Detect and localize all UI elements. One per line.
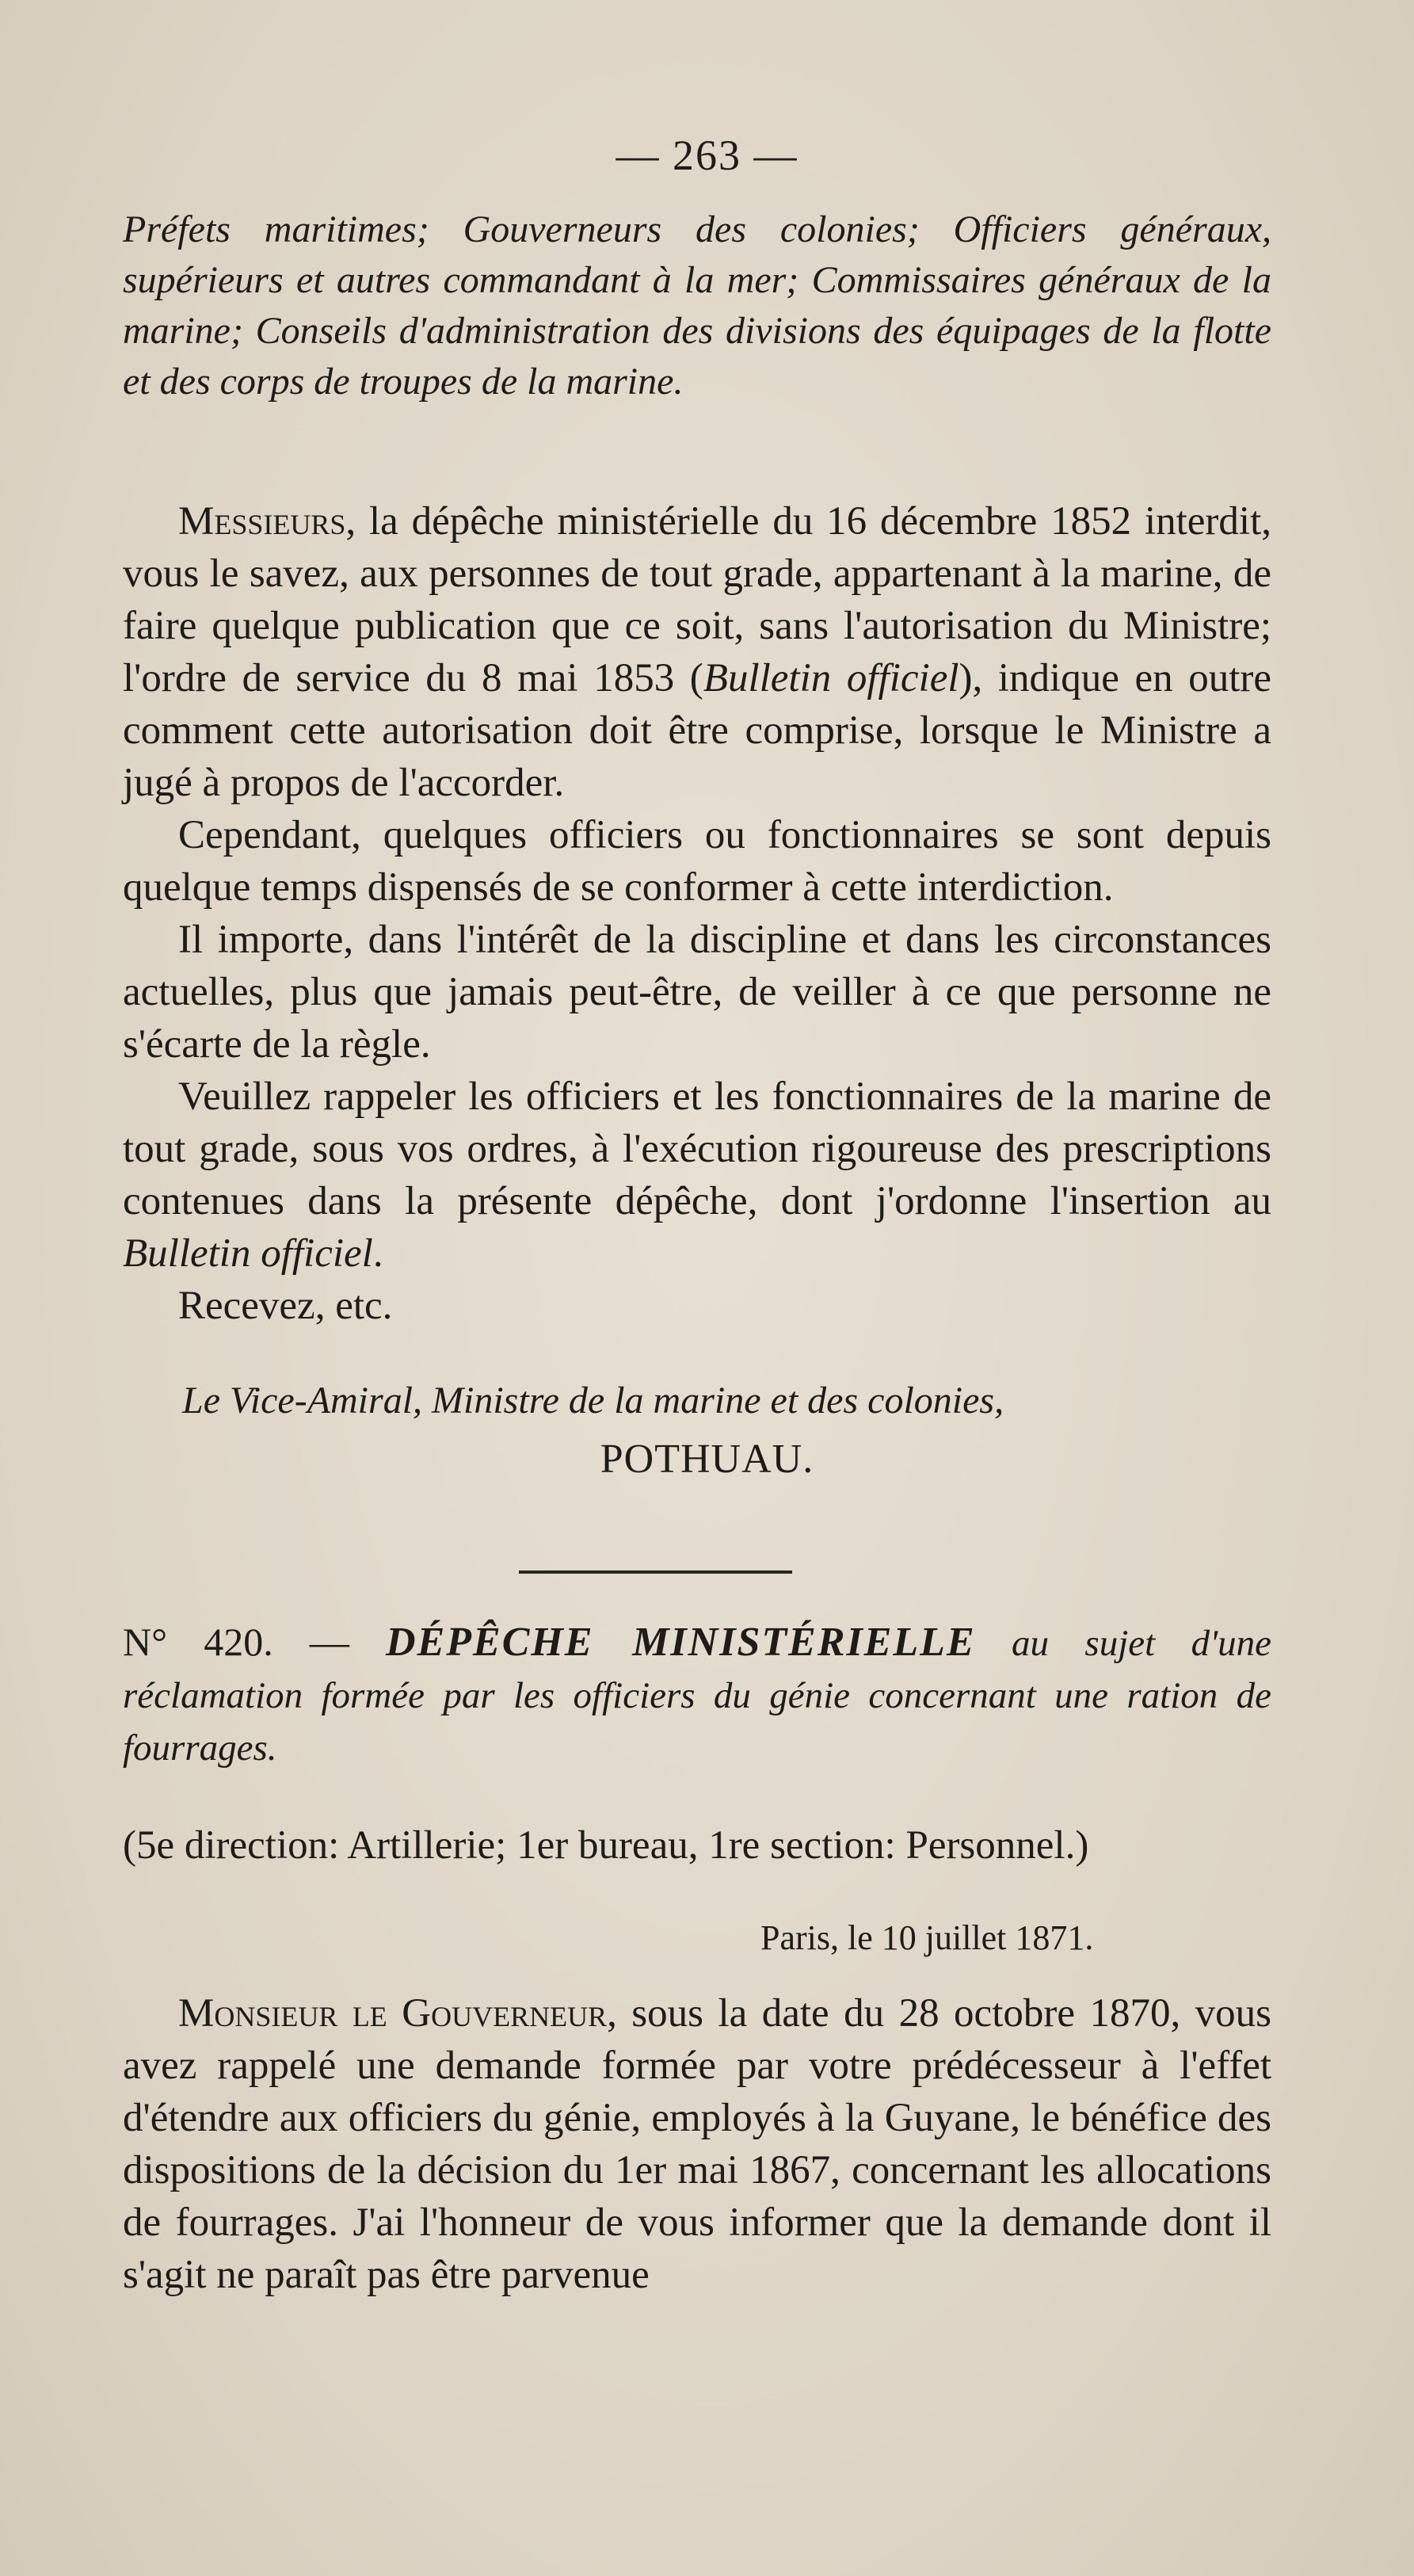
signature-name: POTHUAU. — [600, 1437, 814, 1482]
entry-body — [123, 1987, 1271, 2301]
salutation: Messieurs — [178, 499, 346, 544]
bulletin-reference: Bulletin officiel — [703, 656, 959, 700]
bulletin-reference: Bulletin officiel — [123, 1231, 373, 1276]
entry-paragraph-1: Monsieur le Gouverneur, sous la date du 28 octobre 1870, vous avez rappelé une demande formée par votre prédécesseur à l'effet d'étendre aux officiers du génie, employés à la Guyane, le bénéfice des dispositions de la décision du 1er mai 1867, concernant les allocations de fourrages. J'ai l'honneur de vous informer que la demande dont il s'agit ne paraît pas être parvenue — [123, 1991, 1271, 2297]
direction-line: (5e direction: Artillerie; 1er bureau, 1re section: Personnel.) — [123, 1823, 1089, 1868]
letter-paragraph-2: Cependant, quelques officiers ou fonctionnaires se sont depuis quelque temps dispensés de se conformer à cette interdiction. — [123, 813, 1271, 910]
letter-paragraph-3: Il importe, dans l'intérêt de la discipline et dans les circonstances actuelles, plus que jamais peut-être, de veiller à ce que personne ne s'écarte de la règle. — [123, 918, 1271, 1067]
entry-heading — [123, 1616, 1271, 1773]
letter-closing: Recevez, etc. — [178, 1284, 393, 1328]
salutation: Monsieur le Gouverneur — [178, 1991, 608, 2036]
entry-number: N° 420. — — [123, 1620, 387, 1664]
entry-subject: au sujet d'une réclamation formée par les officiers du génie concernant une ration de fourrages. — [123, 1623, 1271, 1769]
signature-title: Le Vice-Amiral, Ministre de la marine et des colonies, — [182, 1380, 1004, 1422]
page-number: — 263 — — [616, 132, 798, 179]
section-divider — [519, 1570, 792, 1574]
addressees: Préfets maritimes; Gouverneurs des colonies; Officiers généraux, supérieurs et autres commandant à la mer; Commissaires généraux de la marine; Conseils d'administration des divisions des équipages de la flotte et des corps de troupes de la marine. — [123, 208, 1271, 403]
letter-paragraph-1: Messieurs, la dépêche ministérielle du 16 décembre 1852 interdit, vous le savez, aux personnes de tout grade, appartenant à la marine, de faire quelque publication que ce soit, sans l'autorisation du Ministre; l'ordre de service du 8 mai 1853 (Bulletin officiel), indique en outre comment cette autorisation doit être comprise, lorsque le Ministre a jugé à propos de l'accorder. — [123, 499, 1272, 805]
letter-body — [123, 495, 1271, 1332]
dateline: Paris, le 10 juillet 1871. — [760, 1918, 1094, 1957]
entry-title: DÉPÊCHE MINISTÉRIELLE — [386, 1620, 976, 1665]
letter-paragraph-4: Veuillez rappeler les officiers et les fonctionnaires de la marine de tout grade, sous vos ordres, à l'exécution rigoureuse des prescriptions contenues dans la présente dépêche, dont j'ordonne l'insertion au Bulletin officiel. — [123, 1074, 1271, 1276]
